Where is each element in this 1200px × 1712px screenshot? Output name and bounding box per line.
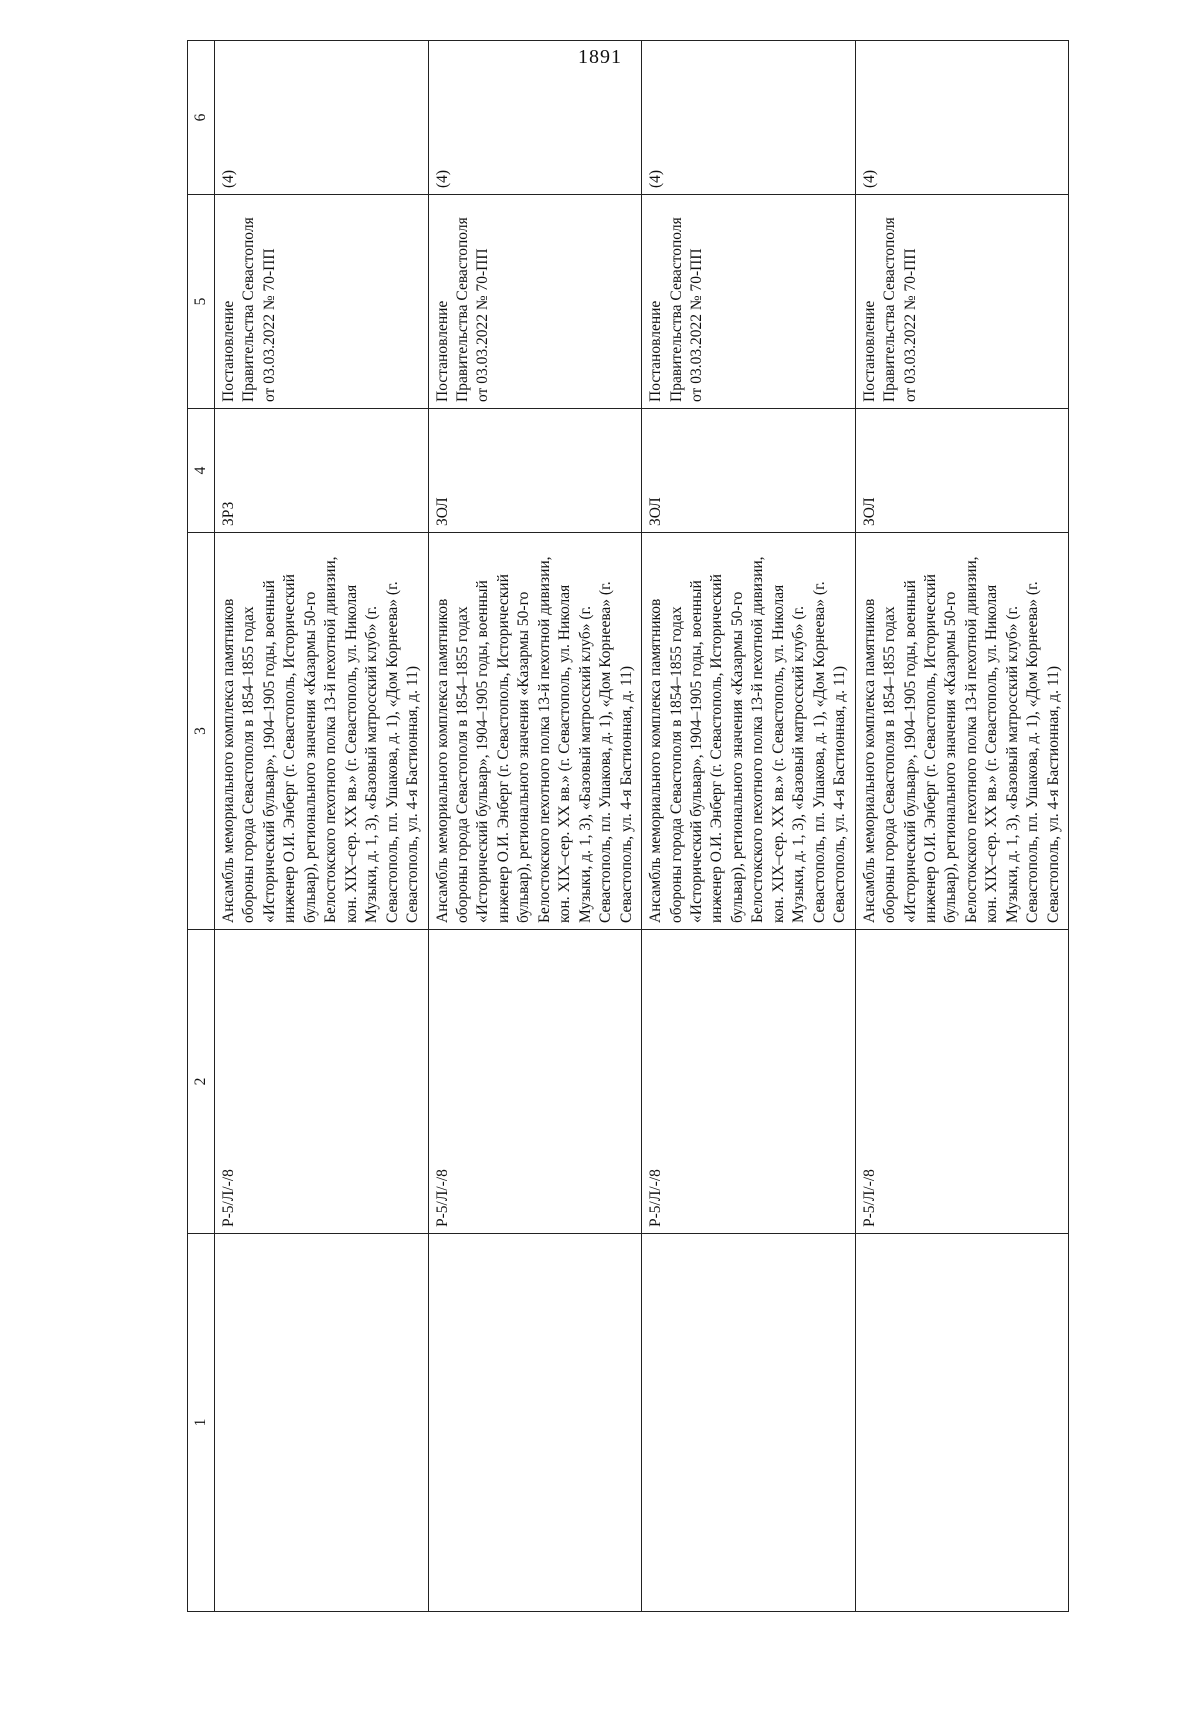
table-row xyxy=(428,41,642,1612)
cell-zone-code: Р-5/Л/-/8 xyxy=(215,930,429,1234)
header-col-6: 6 xyxy=(188,41,215,195)
cell-zone-code: Р-5/Л/-/8 xyxy=(642,930,856,1234)
header-row xyxy=(188,41,215,1612)
cell-note: (4) xyxy=(642,41,856,195)
cell-zone-type: ЗОЛ xyxy=(428,409,642,533)
header-col-5: 5 xyxy=(188,195,215,409)
cell-object-description: Ансамбль мемориального комплекса памятников обороны города Севастополя в 1854–1855 годах «Исторический бульвар», 1904–1905 годы, военный инженер О.И. Энберг (г. Севастополь, Исторический бульвар), регионального значения «Казармы 50-го Белостокского пехотного полка 13-й пехотной дивизии, кон. XIX–сер. XX вв.» (г. Севастополь, ул. Николая Музыки, д. 1, 3), «Базовый матросский клуб» (г. Севастополь, пл. Ушакова, д. 1), «Дом Корнеева» (г. Севастополь, ул. 4-я Бастионная, д. 11) xyxy=(855,533,1069,930)
cell-number xyxy=(642,1234,856,1612)
cell-document: Постановление Правительства Севастополя от 03.03.2022 № 70-ПП xyxy=(215,195,429,409)
zones-table xyxy=(187,40,1069,1612)
cell-zone-code: Р-5/Л/-/8 xyxy=(855,930,1069,1234)
cell-note: (4) xyxy=(428,41,642,195)
cell-object-description: Ансамбль мемориального комплекса памятников обороны города Севастополя в 1854–1855 годах «Исторический бульвар», 1904–1905 годы, военный инженер О.И. Энберг (г. Севастополь, Исторический бульвар), регионального значения «Казармы 50-го Белостокского пехотного полка 13-й пехотной дивизии, кон. XIX–сер. XX вв.» (г. Севастополь, ул. Николая Музыки, д. 1, 3), «Базовый матросский клуб» (г. Севастополь, пл. Ушакова, д. 1), «Дом Корнеева» (г. Севастополь, ул. 4-я Бастионная, д. 11) xyxy=(428,533,642,930)
table-row xyxy=(855,41,1069,1612)
table-row xyxy=(642,41,856,1612)
cell-number xyxy=(215,1234,429,1612)
table-row xyxy=(215,41,429,1612)
cell-number xyxy=(855,1234,1069,1612)
cell-document: Постановление Правительства Севастополя от 03.03.2022 № 70-ПП xyxy=(428,195,642,409)
header-col-1: 1 xyxy=(188,1234,215,1612)
header-col-4: 4 xyxy=(188,409,215,533)
cell-document: Постановление Правительства Севастополя от 03.03.2022 № 70-ПП xyxy=(642,195,856,409)
table-frame xyxy=(187,95,1062,1612)
cell-zone-code: Р-5/Л/-/8 xyxy=(428,930,642,1234)
cell-document: Постановление Правительства Севастополя от 03.03.2022 № 70-ПП xyxy=(855,195,1069,409)
cell-zone-type: ЗОЛ xyxy=(642,409,856,533)
cell-zone-type: ЗОЛ xyxy=(855,409,1069,533)
cell-note: (4) xyxy=(855,41,1069,195)
rotated-table-container xyxy=(187,95,1062,1612)
cell-object-description: Ансамбль мемориального комплекса памятников обороны города Севастополя в 1854–1855 годах «Исторический бульвар», 1904–1905 годы, военный инженер О.И. Энберг (г. Севастополь, Исторический бульвар), регионального значения «Казармы 50-го Белостокского пехотного полка 13-й пехотной дивизии, кон. XIX–сер. XX вв.» (г. Севастополь, ул. Николая Музыки, д. 1, 3), «Базовый матросский клуб» (г. Севастополь, пл. Ушакова, д. 1), «Дом Корнеева» (г. Севастополь, ул. 4-я Бастионная, д. 11) xyxy=(215,533,429,930)
cell-number xyxy=(428,1234,642,1612)
header-col-3: 3 xyxy=(188,533,215,930)
cell-object-description: Ансамбль мемориального комплекса памятников обороны города Севастополя в 1854–1855 годах «Исторический бульвар», 1904–1905 годы, военный инженер О.И. Энберг (г. Севастополь, Исторический бульвар), регионального значения «Казармы 50-го Белостокского пехотного полка 13-й пехотной дивизии, кон. XIX–сер. XX вв.» (г. Севастополь, ул. Николая Музыки, д. 1, 3), «Базовый матросский клуб» (г. Севастополь, пл. Ушакова, д. 1), «Дом Корнеева» (г. Севастополь, ул. 4-я Бастионная, д. 11) xyxy=(642,533,856,930)
cell-zone-type: ЗРЗ xyxy=(215,409,429,533)
header-col-2: 2 xyxy=(188,930,215,1234)
page-number: 1891 xyxy=(578,46,622,68)
cell-note: (4) xyxy=(215,41,429,195)
